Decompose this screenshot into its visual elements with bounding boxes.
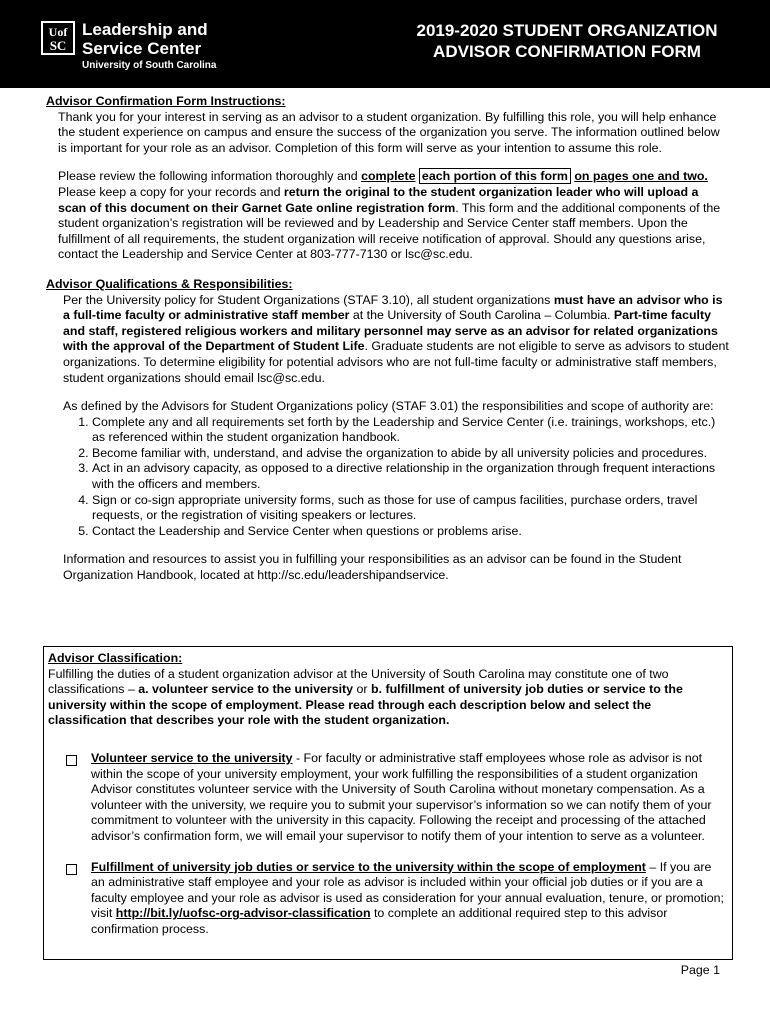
list-item: 1. Complete any and all requirements set forth by the Leadership and Service Center (i.e. trainings, workshops, etc.) as referenced within the student organization handbook. (92, 415, 730, 446)
page-number: Page 1 (680, 963, 720, 977)
qualifications-paragraph-3: Information and resources to assist you in fulfilling your responsibilities as an advisor can be found in the Student Organization Handbook, located at http://sc.edu/leadershipandservice. (63, 552, 682, 583)
list-item: 3. Act in an advisory capacity, as opposed to a directive relationship in the organization through frequent interactions with the officers and members. (92, 461, 730, 492)
classification-heading: Advisor Classification: (48, 651, 183, 665)
job-duties-checkbox[interactable] (66, 864, 77, 875)
form-title-line1: 2019-2020 STUDENT ORGANIZATION (416, 21, 718, 40)
logo-mark-top: Uof (48, 25, 68, 39)
form-title-line2: ADVISOR CONFIRMATION FORM (433, 42, 701, 61)
logo-mark-bottom: SC (49, 38, 67, 53)
classification-intro: Fulfilling the duties of a student organization advisor at the University of South Carolina may constitute one of two classifications – a. volunteer service to the university or b. fulfillment of university job duties or service to the university within the scope of employment. Please read through each description below and select the classification that describes your role with the student organization. (48, 666, 683, 728)
form-title (402, 20, 732, 62)
volunteer-option-text: Volunteer service to the university - For faculty or administrative staff employees whose role as advisor is not within the scope of your university employment, your work fulfilling the responsibilities of a student organization Advisor constitutes volunteer service with the University of South Carolina without monetary compensation. As a volunteer with the university, we require you to submit your supervisor’s information so we can notify them of your commitment to volunteer with the university in this capacity. Following the receipt and processing of the attached advisor’s confirmation form, we will email your supervisor to notify them of your intention to serve as a volunteer. (91, 750, 712, 843)
qualifications-paragraph-1: Per the University policy for Student Organizations (STAF 3.10), all student organizations must have an advisor who is a full-time faculty or administrative staff member at the University of South Carolina – Columbia. Part-time faculty and staff, registered religious workers and military personnel may serve as an advisor for related organizations with the approval of the Department of Student Life. Graduate students are not eligible to serve as advisors to student organizations. To determine eligibility for potential advisors who are not full-time faculty or administrative staff members, student organizations should email lsc@sc.edu. (63, 292, 729, 385)
org-name-line1: Leadership and (82, 20, 208, 39)
qualifications-heading: Advisor Qualifications & Responsibilities: (46, 276, 293, 291)
classification-link[interactable]: http://bit.ly/uofsc-org-advisor-classification (115, 906, 371, 921)
university-logo (41, 21, 75, 55)
qualifications-paragraph-2: As defined by the Advisors for Student Organizations policy (STAF 3.01) the responsibilities and scope of authority are: (63, 399, 714, 414)
instructions-heading: Advisor Confirmation Form Instructions: (46, 94, 286, 108)
classification-section (43, 646, 733, 960)
university-name: University of South Carolina (82, 60, 217, 71)
volunteer-option (48, 751, 728, 845)
page-header (0, 0, 770, 88)
job-duties-option (48, 860, 728, 938)
responsibilities-list (63, 415, 730, 540)
instructions-paragraph-2: Please review the following information thoroughly and complete each portion of this form on pages one and two. Please keep a copy for your records and return the original to the student organization leader who will upload a scan of this document on their Garnet Gate online registration form. This form and the additional components of the student organization’s registration will be reviewed and by Leadership and Service Center staff members. Upon the fulfillment of all requirements, the student organization will receive notification of approval. Should any questions arise, contact the Leadership and Service Center at 803-777-7130 or lsc@sc.edu. (58, 169, 721, 262)
form-content (46, 94, 730, 584)
job-duties-option-text: Fulfillment of university job duties or service to the university within the scope of employment – If you are an administrative staff employee and your role as advisor is included within your official job duties or if you are a faculty employee and your role as advisor is used as consideration for your annual evaluation, tenure, or promotion; visit http://bit.ly/uofsc-org-advisor-classification to complete an additional required step to this advisor confirmation process. (91, 859, 724, 936)
highlight-box: each portion of this form (419, 168, 571, 184)
instructions-paragraph-1: Thank you for your interest in serving as an advisor to a student organization. By fulfilling this role, you will help enhance the student experience on campus and ensure the success of the organization you serve. The information outlined below is important for your role as an advisor. Completion of this form will serve as your intention to assume this role. (58, 109, 720, 155)
org-name-line2: Service Center (82, 39, 202, 58)
org-name (82, 20, 208, 58)
volunteer-checkbox[interactable] (66, 755, 77, 766)
list-item: 5. Contact the Leadership and Service Center when questions or problems arise. (92, 524, 730, 540)
list-item: 2. Become familiar with, understand, and advise the organization to abide by all university policies and procedures. (92, 446, 730, 462)
list-item: 4. Sign or co-sign appropriate university forms, such as those for use of campus facilities, purchase orders, travel requests, or the registration of visiting speakers or lectures. (92, 493, 730, 524)
